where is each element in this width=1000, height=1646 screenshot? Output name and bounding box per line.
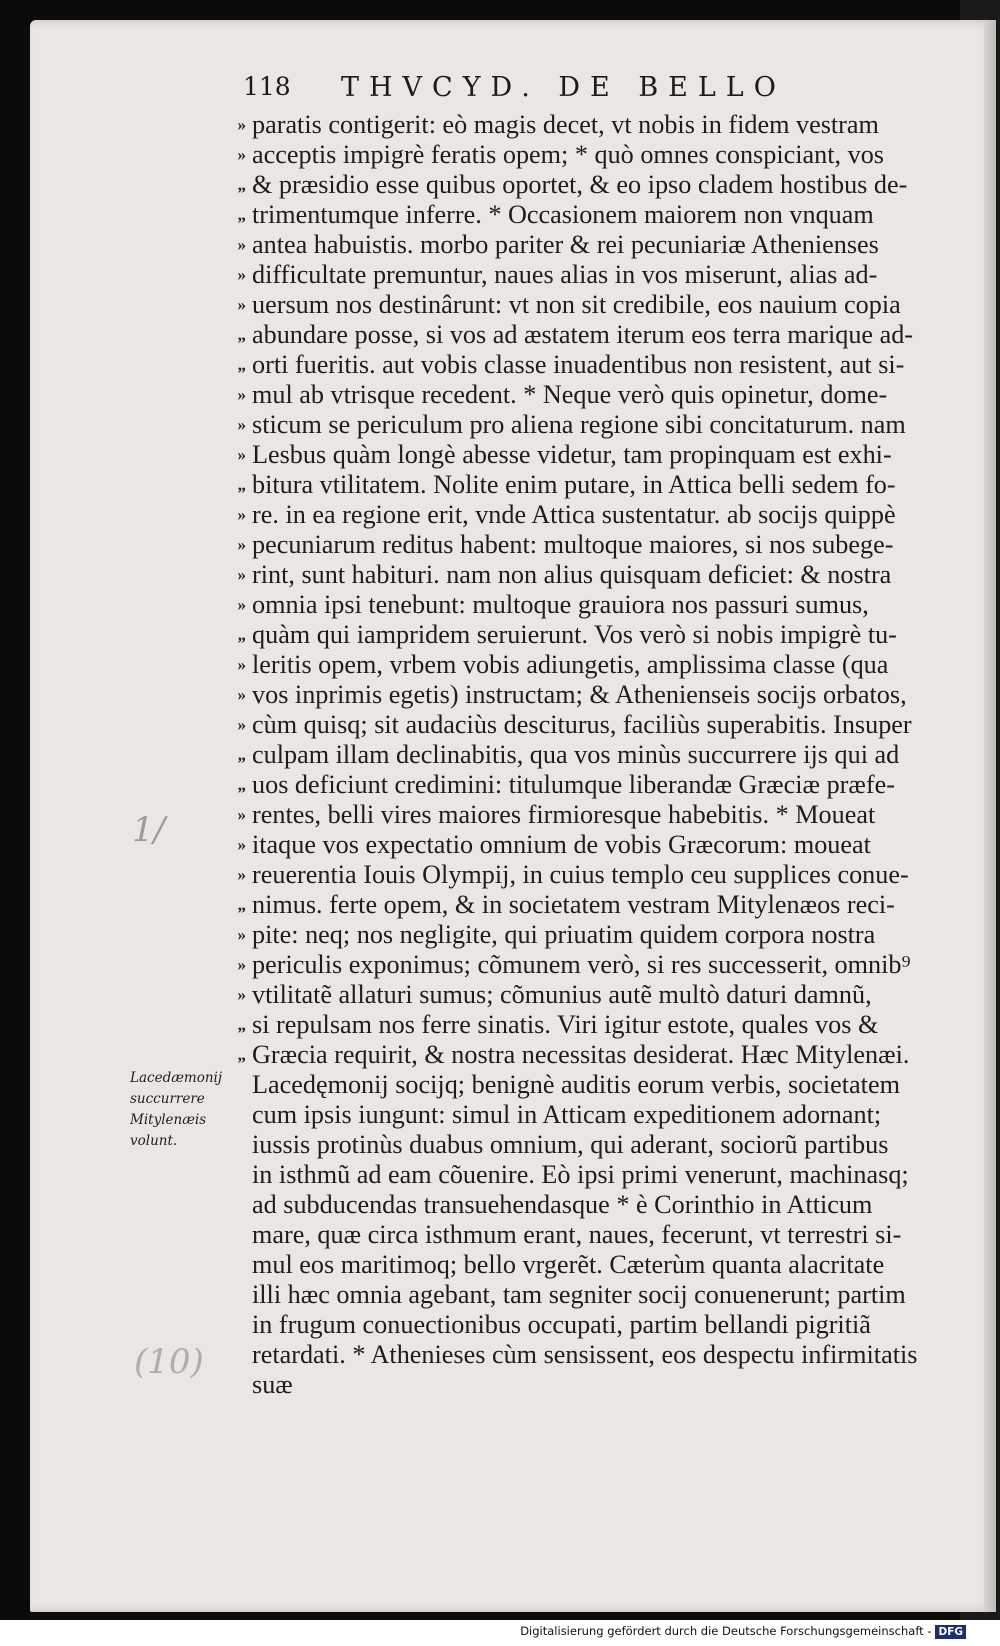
running-head: THVCYD. DE BELLO [341,72,786,103]
text-line: vtilitatẽ allaturi sumus; cõmunius autẽ multò daturi damnũ, [252,980,872,1009]
margin-note-line: Mitylenæis [130,1112,207,1128]
quote-mark: „ [237,325,246,344]
text-line: si repulsam nos ferre sinatis. Viri igitur estote, quales vos & [252,1010,879,1039]
quote-mark: „ [237,355,246,374]
quote-mark: » [237,445,246,464]
text-line: paratis contigerit: eò magis decet, vt nobis in fidem vestram [252,110,879,139]
footer-text: Digitalisierung gefördert durch die Deutsche Forschungsgemeinschaft - [520,1624,932,1638]
quote-mark: „ [237,775,246,794]
quote-mark: » [237,535,246,554]
text-line: omnia ipsi tenebunt: multoque grauiora nos passuri sumus, [252,590,869,619]
text-line: antea habuistis. morbo pariter & rei pecuniariæ Athenienses [252,230,879,259]
page-number: 118 [243,72,291,101]
quote-mark: » [237,715,246,734]
text-line: ad subducendas transuehendasque * è Corinthio in Atticum [252,1190,873,1219]
text-line: illi hæc omnia agebant, tam segniter socij conuenerunt; partim [252,1280,906,1309]
quote-mark: „ [237,205,246,224]
margin-note-line: volunt. [130,1133,178,1149]
quote-mark: » [237,115,246,134]
quote-mark: „ [237,745,246,764]
text-line: pecuniarum reditus habent: multoque maiores, si nos subege- [252,530,894,559]
text-line: mul ab vtrisque recedent. * Neque verò quis opinetur, dome- [252,380,888,409]
quote-mark: » [237,985,246,1004]
quote-mark: » [237,835,246,854]
quote-mark: » [237,805,246,824]
margin-note-line: succurrere [130,1091,205,1107]
text-line: & præsidio esse quibus oportet, & eo ipso cladem hostibus de- [252,170,908,199]
margin-note [130,1068,240,1152]
text-line: Lacedęmonij socijq; benignè auditis eorum verbis, societatem [252,1070,900,1099]
text-line: iussis protinùs duabus omnium, qui aderant, sociorũ partibus [252,1130,889,1159]
pencil-mark: (10) [134,1342,204,1382]
dfg-logo: DFG [935,1625,966,1639]
text-line: in isthmũ ad eam cõuenire. Eò ipsi primi venerunt, machinasq; [252,1160,909,1189]
text-line: trimentumque inferre. * Occasionem maiorem non vnquam [252,200,874,229]
quote-mark: „ [237,1015,246,1034]
text-line: itaque vos expectatio omnium de vobis Græcorum: moueat [252,830,871,859]
text-line: Lesbus quàm longè abesse videtur, tam propinquam est exhi- [252,440,892,469]
text-line: orti fueritis. aut vobis classe inuadentibus non resistent, aut si- [252,350,905,379]
quote-mark: „ [237,475,246,494]
text-line: re. in ea regione erit, vnde Attica sustentatur. ab socijs quippè [252,500,896,529]
quote-mark: » [237,955,246,974]
text-line: abundare posse, si vos ad æstatem iterum eos terra marique ad- [252,320,914,349]
text-line: mare, quæ circa isthmum erant, naues, fecerunt, vt terrestri si- [252,1220,902,1249]
text-line: uos deficiunt credimini: titulumque liberandæ Græciæ præfe- [252,770,895,799]
text-line: nimus. ferte opem, & in societatem vestram Mitylenæos reci- [252,890,895,919]
quote-mark: „ [237,1045,246,1064]
page-edge [984,20,996,1612]
text-line: vos inprimis egetis) instructam; & Athenienseis socijs orbatos, [252,680,907,709]
text-line: suæ [252,1370,293,1399]
margin-note-line: Lacedæmonij [130,1070,223,1086]
text-line: rint, sunt habituri. nam non alius quisquam deficiet: & nostra [252,560,892,589]
text-line: culpam illam declinabitis, qua vos minùs succurrere ijs qui ad [252,740,900,769]
text-line: cum ipsis iungunt: simul in Atticam expeditionem adornant; [252,1100,882,1129]
quote-mark: » [237,865,246,884]
quote-mark: » [237,415,246,434]
quote-mark: » [237,295,246,314]
quote-mark: „ [237,625,246,644]
quote-mark: » [237,505,246,524]
quote-mark: „ [237,175,246,194]
quote-mark: » [237,385,246,404]
quote-mark: » [237,655,246,674]
quote-mark: » [237,145,246,164]
text-line: bitura vtilitatem. Nolite enim putare, in Attica belli sedem fo- [252,470,896,499]
pencil-mark: 1/ [132,810,166,850]
text-line: difficultate premuntur, naues alias in vos miserunt, alias ad- [252,260,878,289]
text-line: periculis exponimus; cõmunem verò, si res successerit, omnib⁹ [252,950,911,979]
text-line: leritis opem, vrbem vobis adiungetis, amplissima classe (qua [252,650,889,679]
text-line: mul eos maritimoq; bello vrgerẽt. Cæterùm quanta alacritate [252,1250,885,1279]
text-line: pite: neq; nos negligite, qui priuatim quidem corpora nostra [252,920,876,949]
text-line: uersum nos destinârunt: vt non sit credibile, eos nauium copia [252,290,901,319]
quote-mark: „ [237,895,246,914]
quote-mark: » [237,265,246,284]
text-line: quàm qui iampridem seruierunt. Vos verò si nobis impigrè tu- [252,620,897,649]
quote-mark: » [237,925,246,944]
text-line: acceptis impigrè feratis opem; * quò omnes conspiciant, vos [252,140,884,169]
text-line: cùm quisq; sit audaciùs desciturus, faciliùs superabitis. Insuper [252,710,912,739]
text-line: Græcia requirit, & nostra necessitas desiderat. Hæc Mitylenæi. [252,1040,910,1069]
text-line: in frugum conuectionibus occupati, partim bellandi pigritiã [252,1310,871,1339]
text-line: sticum se periculum pro aliena regione sibi concitaturum. nam [252,410,906,439]
text-line: reuerentia Iouis Olympij, in cuius templo ceu supplices conue- [252,860,909,889]
footer [520,1624,966,1639]
quote-mark: » [237,595,246,614]
quote-mark: » [237,565,246,584]
text-line: retardati. * Athenieses cùm sensissent, eos despectu infirmitatis [252,1340,918,1369]
quote-mark: » [237,685,246,704]
page-header [243,72,863,112]
quote-mark: » [237,235,246,254]
text-line: rentes, belli vires maiores firmioresque habebitis. * Moueat [252,800,876,829]
